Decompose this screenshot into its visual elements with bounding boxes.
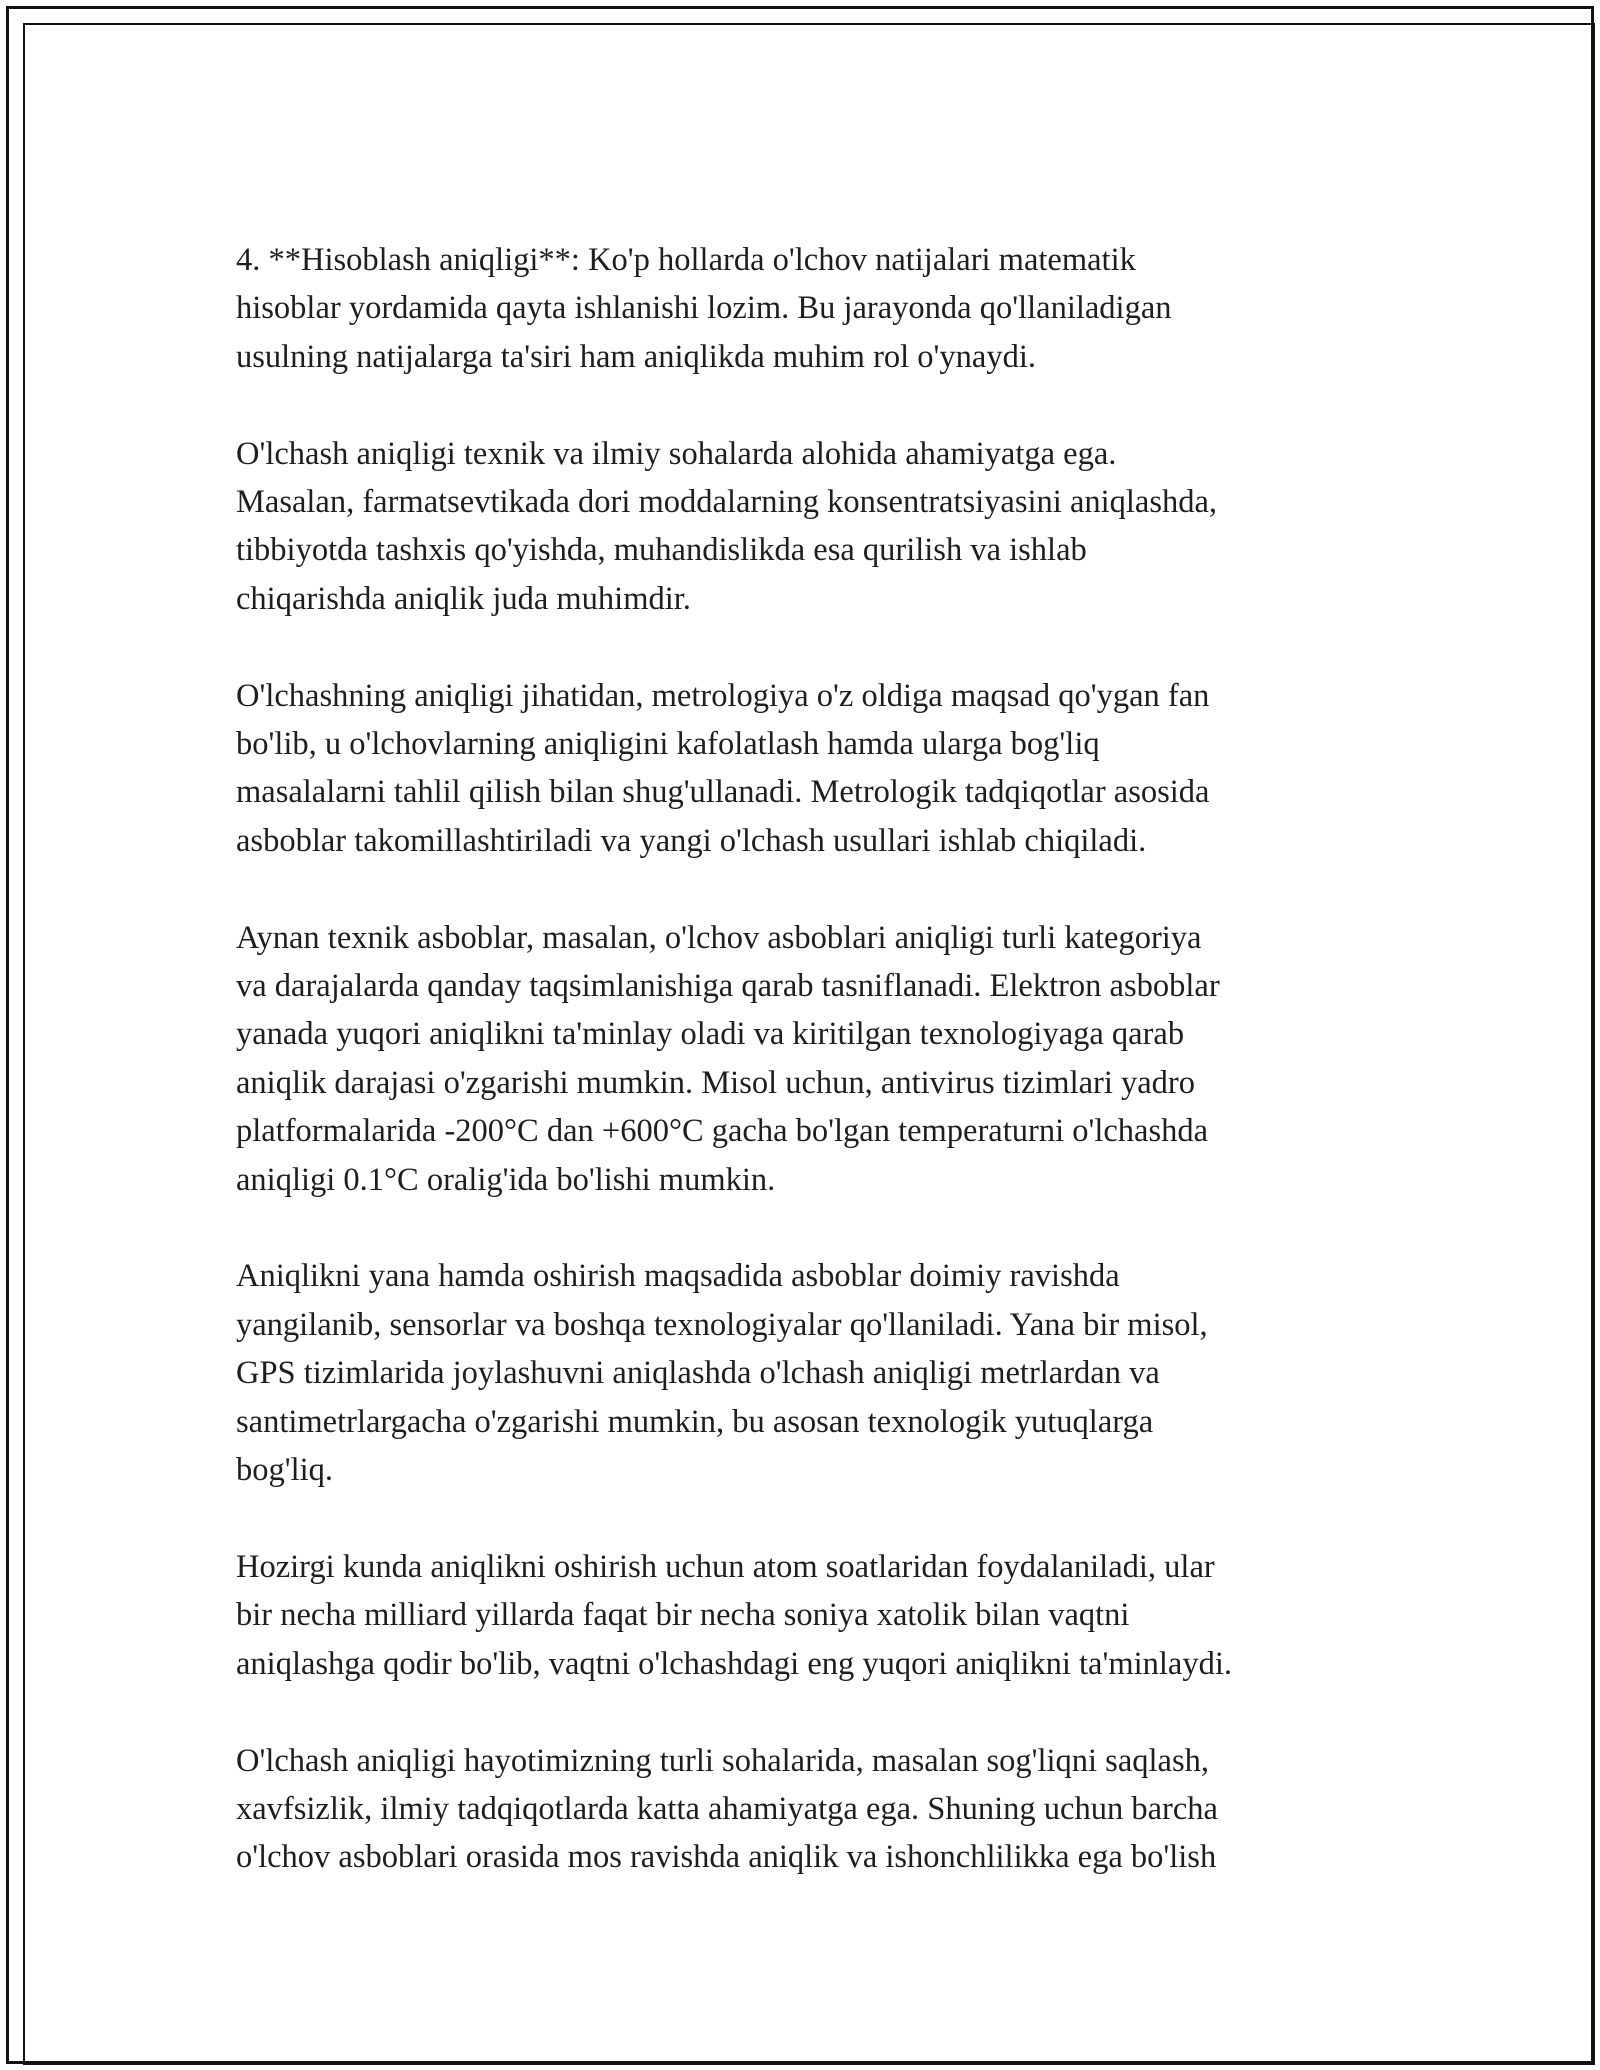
text-line: 4. **Hisoblash aniqligi**: Ko'p hollarda o'lchov natijalari matematik (236, 242, 1136, 278)
text-line: santimetrlargacha o'zgarishi mumkin, bu asosan texnologik yutuqlarga (236, 1403, 1154, 1440)
text-line: xavfsizlik, ilmiy tadqiqotlarda katta ahamiyatga ega. Shuning uchun barcha (236, 1790, 1218, 1827)
text-line: GPS tizimlarida joylashuvni aniqlashda o'lchash aniqligi metrlardan va (236, 1355, 1160, 1392)
document-body (236, 236, 1366, 1930)
text-line: chiqarishda aniqlik juda muhimdir. (236, 580, 691, 617)
paragraph-gps-example (236, 1252, 1366, 1494)
text-line: va darajalarda qanday taqsimlanishiga qarab tasniflanadi. Elektron asboblar (236, 968, 1220, 1005)
text-line: hisoblar yordamida qayta ishlanishi lozim. Bu jarayonda qo'llaniladigan (236, 290, 1172, 327)
text-line: aniqlashga qodir bo'lib, vaqtni o'lchashdagi eng yuqori aniqlikni ta'minlaydi. (236, 1645, 1232, 1682)
text-line: Aynan texnik asboblar, masalan, o'lchov asboblari aniqligi turli kategoriya (236, 919, 1202, 956)
text-line: bog'liq. (236, 1452, 334, 1489)
text-line: bo'lib, u o'lchovlarning aniqligini kafolatlash hamda ularga bog'liq (236, 726, 1100, 763)
text-line: O'lchash aniqligi hayotimizning turli sohalarida, masalan sog'liqni saqlash, (236, 1742, 1209, 1779)
paragraph-everyday-importance (236, 1737, 1366, 1882)
text-line: yanada yuqori aniqlikni ta'minlay oladi va kiritilgan texnologiyaga qarab (236, 1016, 1185, 1053)
paragraph-technical-fields (236, 430, 1366, 624)
text-line: aniqligi 0.1°C oralig'ida bo'lishi mumkin. (236, 1161, 776, 1198)
paragraph-atomic-clocks (236, 1543, 1366, 1688)
text-line: masalalarni tahlil qilish bilan shug'ullanadi. Metrologik tadqiqotlar asosida (236, 774, 1210, 811)
text-line: O'lchash aniqligi texnik va ilmiy sohalarda alohida ahamiyatga ega. (236, 435, 1117, 472)
text-line: Hozirgi kunda aniqlikni oshirish uchun atom soatlaridan foydalaniladi, ular (236, 1548, 1215, 1585)
text-line: o'lchov asboblari orasida mos ravishda aniqlik va ishonchlilikka ega bo'lish (236, 1839, 1217, 1876)
text-line: platformalarida -200°C dan +600°C gacha bo'lgan temperaturni o'lchashda (236, 1113, 1209, 1150)
paragraph-calculation-accuracy (236, 236, 1366, 381)
text-line: Masalan, farmatsevtikada dori moddalarning konsentratsiyasini aniqlashda, (236, 484, 1218, 521)
paragraph-instrument-categories (236, 914, 1366, 1204)
text-line: yangilanib, sensorlar va boshqa texnologiyalar qo'llaniladi. Yana bir misol, (236, 1306, 1208, 1343)
text-line: Aniqlikni yana hamda oshirish maqsadida asboblar doimiy ravishda (236, 1258, 1120, 1295)
text-line: usulning natijalarga ta'siri ham aniqlikda muhim rol o'ynaydi. (236, 338, 1036, 375)
text-line: aniqlik darajasi o'zgarishi mumkin. Misol uchun, antivirus tizimlari yadro (236, 1064, 1196, 1101)
text-line: asboblar takomillashtiriladi va yangi o'lchash usullari ishlab chiqiladi. (236, 822, 1147, 859)
text-line: tibbiyotda tashxis qo'yishda, muhandislikda esa qurilish va ishlab (236, 532, 1087, 569)
text-line: O'lchashning aniqligi jihatidan, metrologiya o'z oldiga maqsad qo'ygan fan (236, 677, 1210, 714)
text-line: bir necha milliard yillarda faqat bir necha soniya xatolik bilan vaqtni (236, 1597, 1130, 1634)
paragraph-metrology (236, 672, 1366, 866)
